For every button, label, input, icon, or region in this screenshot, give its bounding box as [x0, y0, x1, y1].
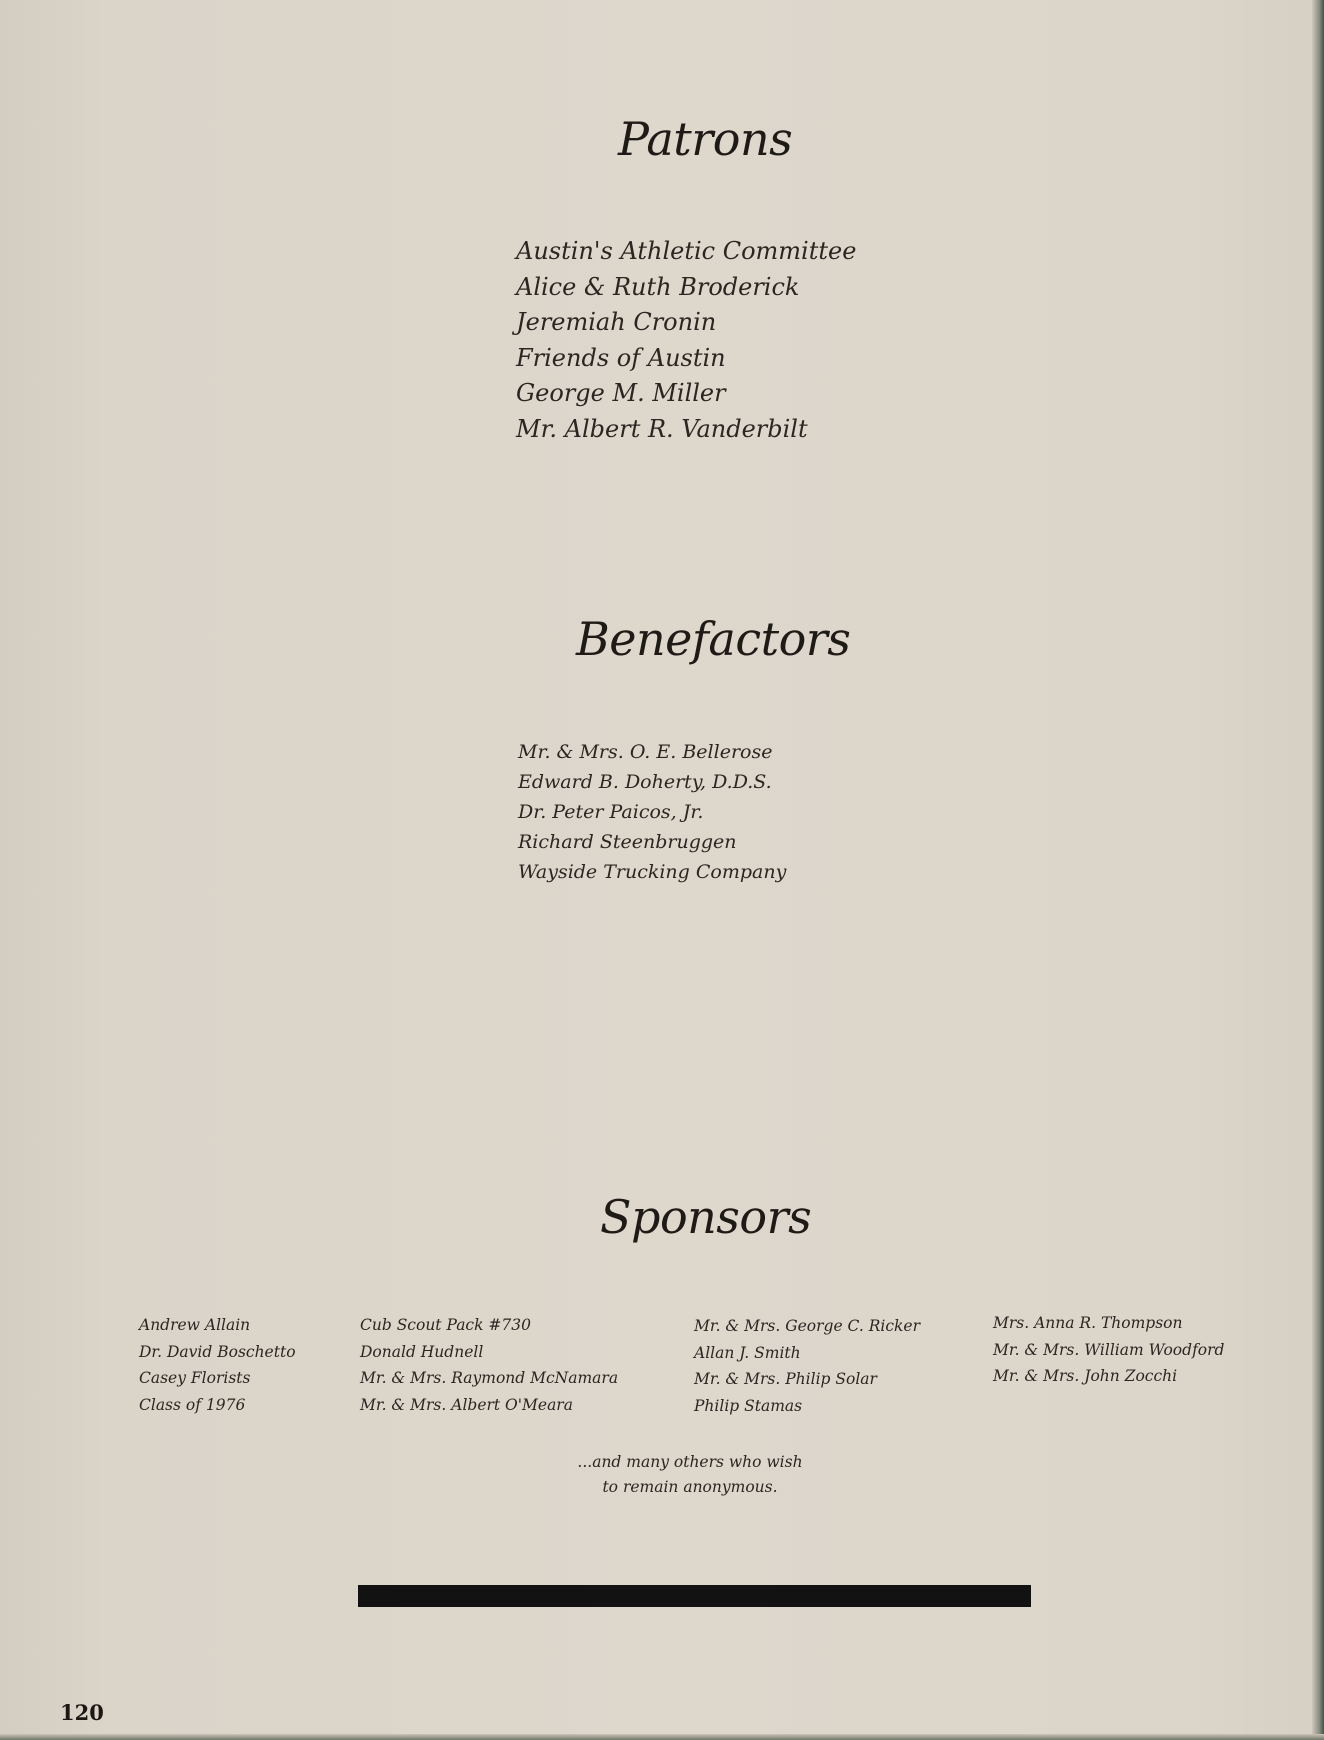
- sponsor-name: Philip Stamas: [694, 1396, 803, 1415]
- benefactor-name: Mr. & Mrs. O. E. Bellerose: [518, 741, 773, 763]
- patron-name: Friends of Austin: [516, 343, 726, 372]
- anonymous-note-line: to remain anonymous.: [602, 1478, 778, 1496]
- sponsors-heading: Sponsors: [600, 1190, 812, 1244]
- patron-name: Austin's Athletic Committee: [516, 237, 857, 265]
- patron-name: Alice & Ruth Broderick: [516, 272, 800, 301]
- patrons-heading: Patrons: [618, 112, 793, 166]
- sponsor-name: Dr. David Boschetto: [139, 1342, 296, 1361]
- patron-name: Jeremiah Cronin: [516, 308, 717, 336]
- sponsor-name: Cub Scout Pack #730: [360, 1316, 532, 1334]
- sponsors-column-4: [993, 1310, 1224, 1390]
- sponsor-name: Class of 1976: [139, 1395, 246, 1414]
- anonymous-note-line: ...and many others who wish: [577, 1453, 803, 1471]
- page-number: 120: [60, 1700, 104, 1725]
- sponsor-name: Mrs. Anna R. Thompson: [993, 1314, 1183, 1332]
- benefactor-name: Dr. Peter Paicos, Jr.: [518, 801, 704, 823]
- sponsor-name: Mr. & Mrs. Albert O'Meara: [360, 1395, 573, 1414]
- sponsors-column-3: [694, 1313, 920, 1419]
- benefactor-name: Wayside Trucking Company: [518, 861, 787, 883]
- sponsor-name: Allan J. Smith: [694, 1343, 801, 1362]
- sponsor-name: Donald Hudnell: [360, 1342, 484, 1361]
- benefactors-list: [518, 737, 786, 887]
- patron-name: George M. Miller: [516, 379, 726, 407]
- sponsor-name: Mr. & Mrs. John Zocchi: [993, 1367, 1178, 1385]
- sponsor-name: Mr. & Mrs. George C. Ricker: [694, 1317, 921, 1335]
- benefactors-heading: Benefactors: [576, 612, 851, 666]
- sponsor-name: Mr. & Mrs. William Woodford: [993, 1340, 1225, 1359]
- page-bottom-edge: [0, 1734, 1324, 1740]
- sponsor-name: Casey Florists: [139, 1369, 251, 1387]
- sponsors-column-2: [360, 1312, 618, 1418]
- benefactor-name: Richard Steenbruggen: [518, 831, 737, 853]
- sponsor-name: Mr. & Mrs. Raymond McNamara: [360, 1369, 619, 1387]
- page-binding-edge: [1312, 0, 1324, 1740]
- sponsor-name: Mr. & Mrs. Philip Solar: [694, 1370, 877, 1388]
- anonymous-sponsors-note: [560, 1450, 820, 1500]
- decorative-black-bar: [358, 1585, 1031, 1607]
- patron-name: Mr. Albert R. Vanderbilt: [516, 414, 808, 443]
- patrons-list: [516, 234, 856, 447]
- sponsor-name: Andrew Allain: [139, 1316, 251, 1334]
- sponsors-column-1: [139, 1312, 296, 1418]
- benefactor-name: Edward B. Doherty, D.D.S.: [518, 771, 772, 793]
